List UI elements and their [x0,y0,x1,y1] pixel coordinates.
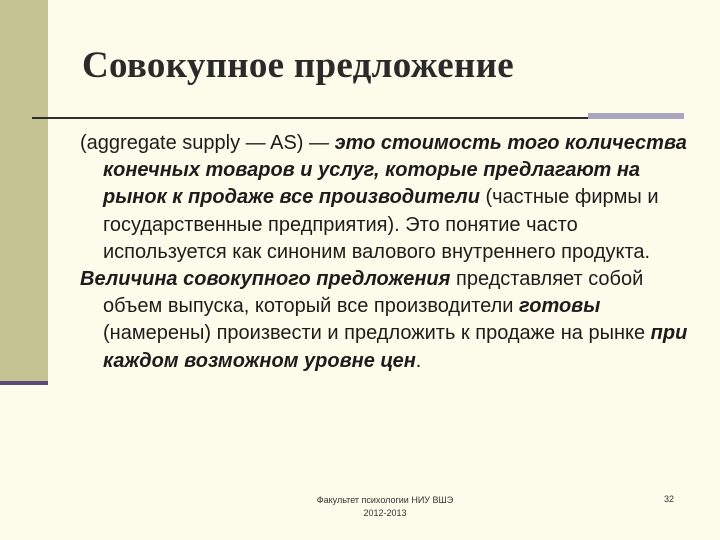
definition-emphasis: это стоимость того количества конечных товаров и услуг, которые предлагают на рынок к продаже все производители [103,132,687,209]
footer-faculty: Факультет психологии НИУ ВШЭ [316,495,454,505]
paragraph-magnitude [80,266,690,375]
magnitude-text-2: (намерены) произвести и предложить к продаже на рынке [103,322,651,345]
left-decor-line [0,381,48,385]
slide-title: Совокупное предложение [82,45,514,86]
page-number: 32 [664,494,675,504]
definition-rest: (частные фирмы и государственные предприятия). Это понятие часто используется как синоним валового внутреннего продукта. [103,186,659,263]
footer-years: 2012-2013 [363,508,407,518]
slide-footer [295,494,475,520]
magnitude-text-1: представляет собой объем выпуска, который все производители [103,268,644,318]
magnitude-emphasis-ready: готовы [519,295,601,318]
title-divider [32,117,682,119]
magnitude-period: . [415,349,422,372]
magnitude-emphasis-price: при каждом возможном уровне цен [103,322,688,372]
left-decor-bar [0,0,48,383]
magnitude-term: Величина совокупного предложения [80,268,451,291]
slide-body [80,130,690,375]
paragraph-definition [80,130,690,266]
title-divider-accent [588,113,684,119]
definition-term: (aggregate supply — AS) — [80,132,335,154]
